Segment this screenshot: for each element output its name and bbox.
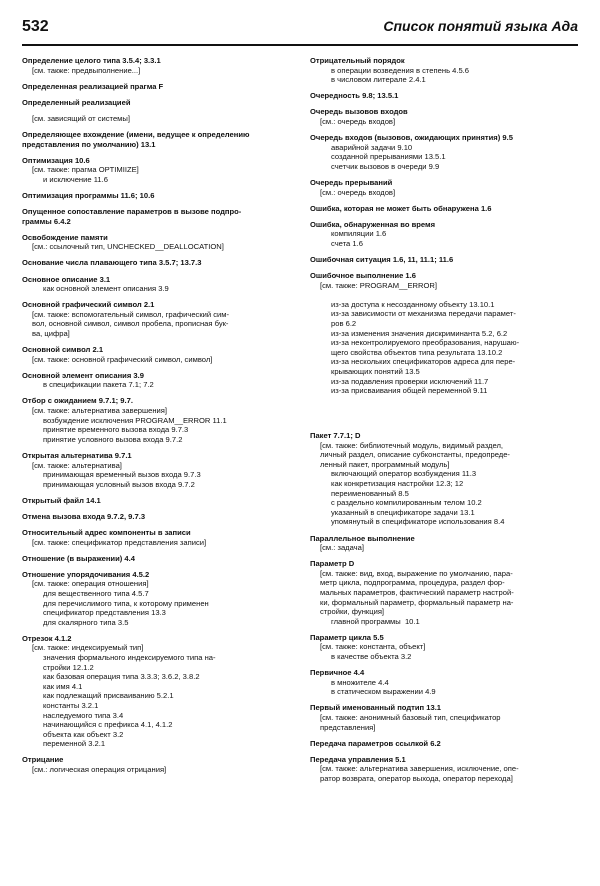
entry-subline: личный раздел, описание субконстанты, предопреде-	[320, 450, 510, 460]
index-entry	[310, 739, 580, 749]
entry-heading: Основной элемент описания 3.9	[22, 370, 144, 380]
entry-subline: [см. также: прагма OPTIMIIZE]	[32, 165, 139, 175]
entry-subline: как основной элемент описания 3.9	[43, 284, 169, 294]
entry-subline: щего свойства объектов типа результата 13.10.2	[331, 347, 503, 357]
entry-heading: Параметр D	[310, 559, 355, 569]
right-index-column	[310, 56, 580, 790]
entry-heading: Оптимизация 10.6	[22, 155, 90, 165]
index-entry	[22, 570, 284, 628]
entry-heading: Открытый файл 14.1	[22, 495, 101, 505]
index-entry	[310, 271, 580, 425]
entry-heading: Освобождение памяти	[22, 232, 108, 242]
entry-subline: с раздельно компилированным телом 10.2	[331, 498, 482, 508]
index-entry	[310, 534, 580, 553]
entry-subline: из-за нескольких спецификаторов адреса для пере-	[331, 357, 516, 367]
entry-subline: переменной 3.2.1	[43, 739, 106, 749]
entry-subline: [см.: ссылочный тип, UNCHECKED__DEALLOCATION]	[32, 242, 224, 252]
entry-subline: в операции возведения в степень 4.5.6	[331, 65, 470, 75]
index-entry	[22, 755, 284, 774]
entry-subline	[310, 396, 580, 406]
index-entry	[22, 371, 284, 390]
entry-heading: Отбор с ожиданием 9.7.1; 9.7.	[22, 396, 133, 406]
entry-heading: Отношение упорядочивания 4.5.2	[22, 569, 150, 579]
index-entry	[310, 703, 580, 732]
entry-subline: начинающийся с префикса 4.1, 4.1.2	[43, 720, 173, 730]
entry-subline: из-за изменения значения дискриминанта 5.2, 6.2	[331, 328, 508, 338]
entry-heading: граммы 6.4.2	[22, 216, 71, 226]
entry-heading: Ошибка, которая не может быть обнаружена 1.6	[310, 203, 492, 213]
entry-subline: значения формального индексируемого типа на-	[43, 653, 216, 662]
entry-heading: Ошибочная ситуация 1.6, 11, 11.1; 11.6	[310, 255, 454, 264]
index-entry	[310, 559, 580, 626]
entry-heading: Параллельное выполнение	[310, 533, 415, 543]
entry-subline: ленный пакет, программный модуль]	[320, 459, 450, 469]
entry-subline: [см. также: альтернатива завершения, исключение, опе-	[320, 764, 519, 774]
entry-heading: Передача управления 5.1	[310, 754, 406, 764]
entry-subline: спецификатор представления 13.3	[43, 608, 166, 618]
entry-subline: аварийной задачи 9.10	[331, 142, 413, 152]
entry-subline: объекта как объект 3.2	[43, 729, 124, 739]
entry-heading: Очередь прерываний	[310, 177, 393, 187]
running-title: Список понятий языка Ада	[383, 18, 578, 34]
entry-subline: упомянутый в спецификаторе использования 8.4	[331, 517, 505, 527]
entry-subline: [см. также: анонимный базовый тип, спецификатор	[320, 713, 501, 723]
entry-subline: константы 3.2.1	[43, 700, 99, 710]
index-entry	[22, 207, 284, 226]
entry-subline: из-за присваивания общей переменной 9.11	[331, 386, 488, 396]
index-entry	[22, 275, 284, 294]
entry-subline: принятие условного вызова входа 9.7.2	[43, 434, 183, 444]
index-entry	[22, 156, 284, 185]
entry-subline: созданной прерываниями 13.5.1	[331, 152, 446, 162]
entry-subline: [см. также: альтернатива завершения]	[32, 406, 167, 416]
entry-subline: в множителе 4.4	[331, 677, 389, 687]
entry-subline: [см.: очередь входов]	[320, 116, 396, 126]
entry-subline: как конкретизация настройки 12.3; 12	[331, 479, 464, 489]
index-entry	[310, 633, 580, 662]
index-entry	[22, 130, 284, 149]
entry-heading: Отмена вызова входа 9.7.2, 9.7.3	[22, 511, 146, 521]
index-entry	[310, 755, 580, 784]
entry-subline: как базовая операция типа 3.3.3; 3.6.2, 3.8.2	[43, 672, 200, 682]
entry-subline: в спецификации пакета 7.1; 7.2	[43, 380, 154, 390]
entry-subline: компиляции 1.6	[331, 229, 387, 239]
index-entry	[310, 56, 580, 85]
entry-subline: мальных параметров, фактический параметр настрой-	[320, 588, 514, 597]
entry-subline: [см. также: индексируемый тип]	[32, 643, 144, 653]
entry-subline: из-за неконтролируемого преобразования, нарушаю-	[331, 338, 520, 348]
entry-subline: возбуждение исключения PROGRAM__ERROR 11.1	[43, 415, 227, 425]
index-entry	[310, 255, 580, 265]
entry-heading: Первый именованный подтип 13.1	[310, 703, 442, 713]
entry-subline: переименованный 8.5	[331, 488, 409, 498]
index-entry	[22, 554, 284, 564]
entry-subline: для вещественного типа 4.5.7	[43, 588, 149, 598]
entry-subline: [см. также: PROGRAM__ERROR]	[320, 280, 438, 290]
entry-subline: включающий оператор возбуждения 11.3	[331, 469, 477, 479]
index-entry	[22, 512, 284, 522]
entry-heading: Отрицание	[22, 755, 64, 765]
entry-subline	[310, 405, 580, 415]
entry-subline: указанный в спецификаторе задачи 13.1	[331, 507, 475, 517]
entry-subline: [см.: логическая операция отрицания]	[32, 765, 167, 775]
entry-heading: Основной графический символ 2.1	[22, 300, 155, 310]
entry-subline: для перечислимого типа, к которому применен	[43, 598, 209, 608]
page-header	[22, 18, 578, 44]
entry-subline: стройки, функция]	[320, 607, 385, 617]
entry-subline: [см. зависящий от системы]	[32, 113, 130, 123]
index-entry	[22, 396, 284, 444]
entry-subline: наследуемого типа 3.4	[43, 710, 124, 720]
index-entry	[22, 345, 284, 364]
entry-subline: [см. также: спецификатор представления записи]	[32, 537, 207, 547]
entry-heading: Первичное 4.4	[310, 668, 365, 678]
entry-heading: Ошибка, обнаруженная во время	[310, 219, 436, 229]
entry-subline: и исключение 11.6	[43, 174, 108, 184]
entry-heading: Параметр цикла 5.5	[310, 632, 384, 642]
entry-heading: Отношение (в выражении) 4.4	[22, 553, 135, 563]
entry-subline: ки, формальный параметр, формальный параметр на-	[320, 597, 514, 607]
entry-heading: Очередь входов (вызовов, ожидающих принятия) 9.5	[310, 133, 513, 143]
index-entry	[22, 98, 284, 108]
index-entry	[310, 431, 580, 527]
entry-subline: [см. также: вспомогательный символ, графический сим-	[32, 309, 230, 319]
left-index-column	[22, 56, 284, 781]
index-entry	[22, 496, 284, 506]
entry-subline	[310, 415, 580, 425]
index-entry	[310, 204, 580, 214]
index-entry	[22, 114, 284, 124]
entry-heading: Оптимизация программы 11.6; 10.6	[22, 190, 155, 200]
entry-subline: для скалярного типа 3.5	[43, 617, 129, 627]
index-entry	[22, 82, 284, 92]
entry-subline: главной программы 10.1	[331, 616, 420, 626]
entry-subline: [см.: задача]	[320, 543, 364, 553]
entry-heading: Пакет 7.7.1; D	[310, 431, 361, 441]
entry-subline: [см. также: альтернатива]	[32, 460, 122, 470]
entry-subline: счетчик вызовов в очереди 9.9	[331, 161, 440, 171]
entry-heading: Основание числа плавающего типа 3.5.7; 13.7.3	[22, 258, 202, 268]
index-entry	[310, 133, 580, 171]
entry-subline: в статическом выражении 4.9	[331, 687, 436, 697]
entry-subline: вол, основной символ, символ пробела, прописная бук-	[32, 319, 229, 329]
entry-heading: Опущенное сопоставление параметров в вызове подпро-	[22, 207, 242, 217]
entry-heading: Очередь вызовов входов	[310, 107, 408, 117]
entry-subline: [см. также: библиотечный модуль, видимый раздел,	[320, 440, 504, 450]
entry-heading: Определение целого типа 3.5.4; 3.3.1	[22, 56, 161, 65]
entry-heading: Основной символ 2.1	[22, 345, 104, 355]
entry-subline: как подлежащий присваиванию 5.2.1	[43, 691, 174, 701]
entry-subline: [см. также: вид, вход, выражение по умолчанию, пара-	[320, 568, 513, 578]
entry-subline: принимающая временный вызов входа 9.7.3	[43, 470, 201, 480]
index-entry	[22, 233, 284, 252]
index-entry	[22, 56, 284, 75]
entry-heading: Ошибочное выполнение 1.6	[310, 271, 416, 281]
entry-subline: принимающая условный вызов входа 9.7.2	[43, 479, 195, 489]
entry-heading: Очередность 9.8; 13.5.1	[310, 91, 399, 101]
index-entry	[22, 300, 284, 338]
index-entry	[310, 91, 580, 101]
index-entry	[22, 634, 284, 749]
entry-heading: Относительный адрес компоненты в записи	[22, 527, 191, 537]
entry-subline: из-за зависимости от механизма передачи парамет-	[331, 309, 516, 319]
entry-subline: из-за подавления проверки исключений 11.7	[331, 376, 489, 386]
entry-heading: Открытая альтернатива 9.7.1	[22, 450, 132, 460]
entry-heading: Определенный реализацией	[22, 97, 131, 107]
entry-subline: как имя 4.1	[43, 681, 83, 691]
entry-heading: Основное описание 3.1	[22, 274, 111, 284]
entry-heading: Передача параметров ссылкой 6.2	[310, 738, 441, 748]
entry-heading: представления по умолчанию) 13.1	[22, 139, 156, 149]
index-entry	[310, 107, 580, 126]
entry-subline: [см. также: константа, объект]	[320, 642, 426, 652]
entry-subline: представления]	[320, 722, 376, 732]
entry-subline: [см. также: операция отношения]	[32, 579, 149, 589]
index-entry	[310, 220, 580, 249]
index-entry	[22, 258, 284, 268]
page-number: 532	[22, 18, 49, 35]
entry-subline: из-за доступа к несозданному объекту 13.10.1	[331, 299, 495, 309]
entry-subline	[310, 290, 580, 300]
index-entry	[310, 178, 580, 197]
index-entry	[22, 451, 284, 489]
entry-subline: в качестве объекта 3.2	[331, 652, 412, 662]
index-entry	[22, 528, 284, 547]
entry-subline: ров 6.2	[331, 319, 357, 329]
index-entry	[310, 668, 580, 697]
entry-subline: принятие временного вызова входа 9.7.3	[43, 425, 189, 435]
entry-subline: крывающих понятий 13.5	[331, 367, 420, 377]
entry-subline: в числовом литерале 2.4.1	[331, 75, 426, 85]
entry-heading: Определяющее вхождение (имени, ведущее к определению	[22, 129, 250, 139]
entry-subline: [см. также: основной графический символ, символ]	[32, 354, 213, 364]
entry-subline: метр цикла, подпрограмма, процедура, раздел фор-	[320, 578, 505, 588]
entry-subline: счета 1.6	[331, 238, 363, 248]
entry-heading: Отрезок 4.1.2	[22, 633, 72, 643]
entry-subline: стройки 12.1.2	[43, 662, 94, 672]
entry-subline: ратор возврата, оператор выхода, оператор перехода]	[320, 774, 513, 783]
entry-subline: [см.: очередь входов]	[320, 187, 396, 197]
index-entry	[22, 191, 284, 201]
entry-subline: [см. также: предвыполнение...]	[32, 65, 141, 75]
entry-heading: Определенная реализацией прагма F	[22, 81, 164, 91]
entry-heading: Отрицательный порядок	[310, 56, 405, 65]
entry-subline: ва, цифра]	[32, 328, 70, 338]
header-rule	[22, 44, 578, 46]
